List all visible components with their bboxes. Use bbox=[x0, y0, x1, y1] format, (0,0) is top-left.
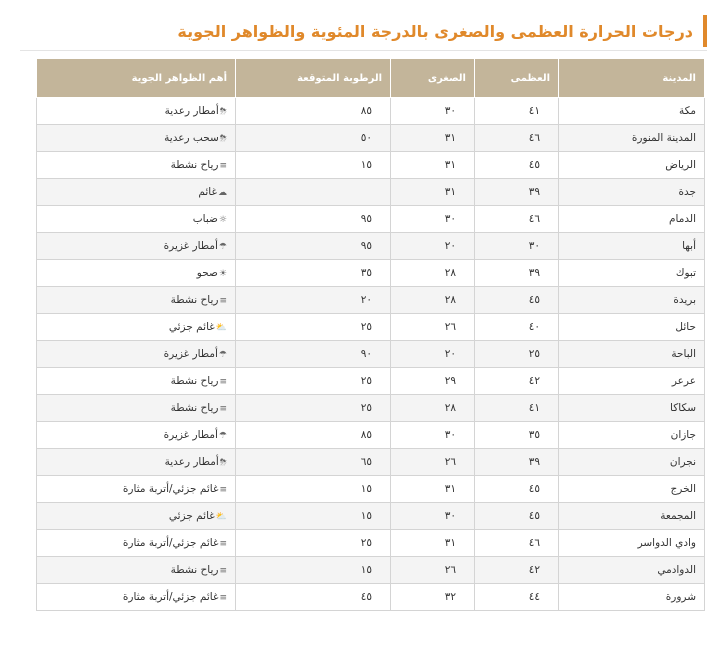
cell-city-value: المدينة المنورة bbox=[631, 132, 696, 144]
table-body bbox=[37, 98, 705, 611]
cell-city bbox=[559, 98, 705, 125]
cell-max bbox=[475, 287, 559, 314]
cell-humidity bbox=[236, 233, 391, 260]
table-row bbox=[37, 422, 705, 449]
cell-city bbox=[559, 503, 705, 530]
cell-min bbox=[391, 287, 475, 314]
cell-city-value: الدمام bbox=[669, 213, 696, 225]
weather-label: رياح نشطة bbox=[170, 159, 219, 171]
cell-weather bbox=[37, 557, 236, 584]
cell-humidity-value: ٢٥ bbox=[360, 537, 372, 549]
cell-min-value: ٢٠ bbox=[444, 240, 456, 252]
cell-min bbox=[391, 557, 475, 584]
thunder-cloud-icon: ⛈ bbox=[219, 134, 227, 144]
weather-label: رياح نشطة bbox=[170, 402, 219, 414]
page-title: درجات الحرارة العظمى والصغرى بالدرجة المئوية والظواهر الجوية bbox=[177, 21, 693, 41]
cell-city bbox=[559, 179, 705, 206]
heavy-rain-icon: ☂ bbox=[218, 431, 227, 441]
cell-min bbox=[391, 260, 475, 287]
cell-humidity-value: ٩٠ bbox=[360, 348, 372, 360]
cell-city bbox=[559, 233, 705, 260]
cell-humidity bbox=[236, 314, 391, 341]
cell-min bbox=[391, 422, 475, 449]
cell-humidity-value: ٨٥ bbox=[360, 105, 372, 117]
cell-max-value: ٣٠ bbox=[528, 240, 540, 252]
title-bar bbox=[20, 12, 707, 51]
cell-city-value: أبها bbox=[682, 240, 696, 252]
weather-label: غائم جزئي bbox=[168, 321, 215, 333]
cell-min bbox=[391, 503, 475, 530]
cell-weather bbox=[37, 179, 236, 206]
cell-max bbox=[475, 557, 559, 584]
header-min: الصغرى bbox=[391, 59, 475, 98]
cloud-icon: ☁ bbox=[218, 188, 227, 198]
cell-max-value: ٣٥ bbox=[528, 429, 540, 441]
table-row bbox=[37, 395, 705, 422]
weather-label: رياح نشطة bbox=[170, 294, 219, 306]
cell-min bbox=[391, 395, 475, 422]
cell-humidity-value: ٢٥ bbox=[360, 375, 372, 387]
cell-city-value: الدوادمي bbox=[657, 564, 696, 576]
weather-label: أمطار رعدية bbox=[164, 105, 219, 117]
table-row bbox=[37, 287, 705, 314]
cell-humidity-value: ١٥ bbox=[360, 510, 372, 522]
table-row bbox=[37, 341, 705, 368]
heavy-rain-icon: ☂ bbox=[218, 242, 227, 252]
cell-humidity bbox=[236, 557, 391, 584]
cell-min bbox=[391, 125, 475, 152]
dust-icon: ≡ bbox=[219, 539, 227, 549]
cell-weather bbox=[37, 503, 236, 530]
cell-min bbox=[391, 584, 475, 611]
cell-city bbox=[559, 368, 705, 395]
cell-city-value: شرورة bbox=[665, 591, 696, 603]
cell-max bbox=[475, 449, 559, 476]
cell-humidity bbox=[236, 206, 391, 233]
weather-label: أمطار غزيرة bbox=[163, 348, 218, 360]
cell-min bbox=[391, 98, 475, 125]
cell-min-value: ٢٨ bbox=[444, 294, 456, 306]
cell-min-value: ٣١ bbox=[444, 159, 456, 171]
cell-max bbox=[475, 422, 559, 449]
cell-humidity bbox=[236, 422, 391, 449]
cell-min-value: ٢٨ bbox=[444, 267, 456, 279]
cell-min-value: ٣٠ bbox=[444, 213, 456, 225]
cell-weather bbox=[37, 206, 236, 233]
title-accent-bar bbox=[703, 15, 707, 47]
table-row bbox=[37, 530, 705, 557]
cell-min-value: ٢٦ bbox=[444, 321, 456, 333]
cell-max bbox=[475, 233, 559, 260]
cell-weather bbox=[37, 530, 236, 557]
cell-weather bbox=[37, 584, 236, 611]
cell-city-value: الرياض bbox=[665, 159, 696, 171]
wind-icon: ≡ bbox=[219, 377, 227, 387]
weather-label: سحب رعدية bbox=[164, 132, 219, 144]
cell-humidity bbox=[236, 287, 391, 314]
cell-city-value: جازان bbox=[670, 429, 696, 441]
cell-weather bbox=[37, 422, 236, 449]
cell-city bbox=[559, 206, 705, 233]
cell-max-value: ٣٩ bbox=[528, 186, 540, 198]
cell-humidity bbox=[236, 503, 391, 530]
weather-label: رياح نشطة bbox=[170, 375, 219, 387]
table-row bbox=[37, 152, 705, 179]
weather-label: صحو bbox=[196, 267, 218, 279]
table-row bbox=[37, 584, 705, 611]
cell-humidity-value: ١٥ bbox=[360, 159, 372, 171]
cell-humidity-value: ٣٥ bbox=[360, 267, 372, 279]
cell-city-value: نجران bbox=[669, 456, 696, 468]
cell-humidity-value: ١٥ bbox=[360, 564, 372, 576]
weather-label: غائم bbox=[198, 186, 217, 198]
cell-city bbox=[559, 287, 705, 314]
table-row bbox=[37, 179, 705, 206]
cell-weather bbox=[37, 125, 236, 152]
weather-label: أمطار غزيرة bbox=[163, 429, 218, 441]
cell-humidity bbox=[236, 341, 391, 368]
cell-humidity bbox=[236, 584, 391, 611]
cell-min-value: ٢٨ bbox=[444, 402, 456, 414]
cell-max-value: ٤٤ bbox=[528, 591, 540, 603]
cell-humidity-value: ١٥ bbox=[360, 483, 372, 495]
cell-max-value: ٣٩ bbox=[528, 456, 540, 468]
cell-min-value: ٢٩ bbox=[444, 375, 456, 387]
cell-min bbox=[391, 206, 475, 233]
cell-max-value: ٤٥ bbox=[528, 159, 540, 171]
cell-max-value: ٤٥ bbox=[528, 294, 540, 306]
cell-max bbox=[475, 503, 559, 530]
cell-max bbox=[475, 314, 559, 341]
wind-icon: ≡ bbox=[219, 161, 227, 171]
table-row bbox=[37, 557, 705, 584]
cell-weather bbox=[37, 368, 236, 395]
weather-label: أمطار رعدية bbox=[164, 456, 219, 468]
cell-city bbox=[559, 314, 705, 341]
cell-min-value: ٣٠ bbox=[444, 105, 456, 117]
header-city: المدينة bbox=[559, 59, 705, 98]
cell-city bbox=[559, 152, 705, 179]
cell-max bbox=[475, 179, 559, 206]
cell-min bbox=[391, 449, 475, 476]
cell-weather bbox=[37, 233, 236, 260]
cell-humidity bbox=[236, 152, 391, 179]
weather-label: غائم جزئي/أتربة مثارة bbox=[122, 483, 219, 495]
cell-humidity bbox=[236, 98, 391, 125]
weather-label: رياح نشطة bbox=[170, 564, 219, 576]
cell-max bbox=[475, 341, 559, 368]
cell-weather bbox=[37, 260, 236, 287]
sun-icon: ☀ bbox=[218, 269, 227, 279]
cell-weather bbox=[37, 314, 236, 341]
cell-humidity bbox=[236, 368, 391, 395]
dust-icon: ≡ bbox=[219, 593, 227, 603]
cell-city-value: سكاكا bbox=[670, 402, 696, 414]
cell-city-value: الباحة bbox=[671, 348, 696, 360]
cell-min-value: ٢٦ bbox=[444, 456, 456, 468]
cell-min bbox=[391, 341, 475, 368]
cell-humidity-value: ٩٥ bbox=[360, 213, 372, 225]
table-row bbox=[37, 503, 705, 530]
cell-humidity bbox=[236, 179, 391, 206]
cell-max-value: ٤٢ bbox=[528, 375, 540, 387]
table-row bbox=[37, 233, 705, 260]
cell-max bbox=[475, 98, 559, 125]
cell-min bbox=[391, 233, 475, 260]
cell-weather bbox=[37, 395, 236, 422]
cell-city bbox=[559, 476, 705, 503]
cell-min bbox=[391, 179, 475, 206]
cell-min-value: ٣١ bbox=[444, 132, 456, 144]
table-row bbox=[37, 260, 705, 287]
cell-min-value: ٣٠ bbox=[444, 429, 456, 441]
cell-max bbox=[475, 530, 559, 557]
cell-humidity bbox=[236, 395, 391, 422]
cell-min-value: ٣١ bbox=[444, 186, 456, 198]
cell-weather bbox=[37, 152, 236, 179]
cell-max bbox=[475, 395, 559, 422]
cell-humidity bbox=[236, 449, 391, 476]
cell-weather bbox=[37, 476, 236, 503]
cell-max-value: ٣٩ bbox=[528, 267, 540, 279]
cell-max bbox=[475, 152, 559, 179]
header-weather: أهم الظواهر الجوية bbox=[37, 59, 236, 98]
cell-city bbox=[559, 422, 705, 449]
cell-max-value: ٤١ bbox=[528, 105, 540, 117]
cell-min-value: ٣١ bbox=[444, 537, 456, 549]
cell-max-value: ٤٦ bbox=[528, 537, 540, 549]
cell-min bbox=[391, 530, 475, 557]
wind-icon: ≡ bbox=[219, 566, 227, 576]
cell-humidity bbox=[236, 530, 391, 557]
cell-weather bbox=[37, 287, 236, 314]
cell-weather bbox=[37, 449, 236, 476]
wind-icon: ≡ bbox=[219, 404, 227, 414]
cell-city bbox=[559, 584, 705, 611]
header-humidity: الرطوبة المتوقعة bbox=[236, 59, 391, 98]
cell-city-value: بريدة bbox=[673, 294, 696, 306]
thunder-rain-icon: ⛈ bbox=[219, 107, 227, 117]
cell-min-value: ٣١ bbox=[444, 483, 456, 495]
fog-icon: ☼ bbox=[218, 215, 227, 225]
cell-max-value: ٤٥ bbox=[528, 483, 540, 495]
heavy-rain-icon: ☂ bbox=[218, 350, 227, 360]
weather-label: غائم جزئي/أتربة مثارة bbox=[122, 591, 219, 603]
cell-min-value: ٢٠ bbox=[444, 348, 456, 360]
cell-max-value: ٤٦ bbox=[528, 213, 540, 225]
cell-min-value: ٢٦ bbox=[444, 564, 456, 576]
cell-city bbox=[559, 449, 705, 476]
cell-max bbox=[475, 368, 559, 395]
cell-max bbox=[475, 584, 559, 611]
partly-cloudy-icon: ⛅ bbox=[215, 323, 227, 333]
cell-max-value: ٢٥ bbox=[528, 348, 540, 360]
weather-label: ضباب bbox=[192, 213, 218, 225]
table-header-row bbox=[37, 59, 705, 98]
cell-max-value: ٤٥ bbox=[528, 510, 540, 522]
cell-humidity bbox=[236, 476, 391, 503]
cell-min bbox=[391, 476, 475, 503]
cell-humidity-value: ٢٠ bbox=[360, 294, 372, 306]
cell-min bbox=[391, 368, 475, 395]
cell-city bbox=[559, 260, 705, 287]
partly-cloudy-icon: ⛅ bbox=[215, 512, 227, 522]
cell-humidity-value: ٢٥ bbox=[360, 321, 372, 333]
cell-min-value: ٣٠ bbox=[444, 510, 456, 522]
header-max: العظمى bbox=[475, 59, 559, 98]
cell-humidity-value: ٤٥ bbox=[360, 591, 372, 603]
table-row bbox=[37, 368, 705, 395]
cell-city bbox=[559, 530, 705, 557]
cell-city-value: مكة bbox=[678, 105, 696, 117]
cell-city-value: تبوك bbox=[675, 267, 696, 279]
table-row bbox=[37, 314, 705, 341]
cell-city bbox=[559, 125, 705, 152]
thunder-rain-icon: ⛈ bbox=[219, 458, 227, 468]
cell-city-value: حائل bbox=[675, 321, 696, 333]
cell-max-value: ٤٠ bbox=[528, 321, 540, 333]
cell-max-value: ٤٦ bbox=[528, 132, 540, 144]
cell-city bbox=[559, 341, 705, 368]
cell-humidity-value: ٥٠ bbox=[360, 132, 372, 144]
cell-humidity-value: ٢٥ bbox=[360, 402, 372, 414]
cell-min bbox=[391, 152, 475, 179]
cell-weather bbox=[37, 98, 236, 125]
cell-city-value: المجمعة bbox=[660, 510, 696, 522]
cell-city-value: الخرج bbox=[670, 483, 696, 495]
cell-city bbox=[559, 395, 705, 422]
cell-max bbox=[475, 476, 559, 503]
cell-min bbox=[391, 314, 475, 341]
cell-max bbox=[475, 206, 559, 233]
weather-table bbox=[36, 58, 705, 611]
cell-humidity-value: ٦٥ bbox=[360, 456, 372, 468]
weather-label: غائم جزئي bbox=[168, 510, 215, 522]
cell-city bbox=[559, 557, 705, 584]
cell-city-value: جدة bbox=[678, 186, 696, 198]
cell-max bbox=[475, 260, 559, 287]
cell-max bbox=[475, 125, 559, 152]
weather-table-container bbox=[36, 58, 704, 611]
cell-humidity bbox=[236, 260, 391, 287]
cell-humidity-value: ٨٥ bbox=[360, 429, 372, 441]
wind-icon: ≡ bbox=[219, 296, 227, 306]
cell-humidity-value: ٩٥ bbox=[360, 240, 372, 252]
table-row bbox=[37, 206, 705, 233]
cell-max-value: ٤٢ bbox=[528, 564, 540, 576]
table-row bbox=[37, 98, 705, 125]
cell-city-value: وادي الدواسر bbox=[637, 537, 696, 549]
table-row bbox=[37, 125, 705, 152]
table-row bbox=[37, 476, 705, 503]
dust-icon: ≡ bbox=[219, 485, 227, 495]
cell-city-value: عرعر bbox=[671, 375, 696, 387]
cell-max-value: ٤١ bbox=[528, 402, 540, 414]
weather-label: أمطار غزيرة bbox=[163, 240, 218, 252]
cell-min-value: ٣٢ bbox=[444, 591, 456, 603]
table-row bbox=[37, 449, 705, 476]
cell-humidity bbox=[236, 125, 391, 152]
cell-weather bbox=[37, 341, 236, 368]
weather-label: غائم جزئي/أتربة مثارة bbox=[122, 537, 219, 549]
